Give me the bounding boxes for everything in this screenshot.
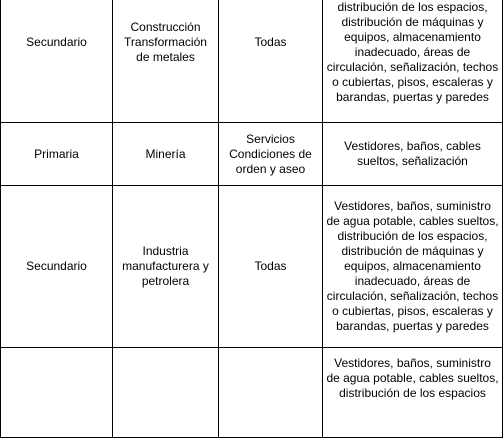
service-cell: Todas <box>219 186 323 348</box>
sector-cell <box>1 348 113 438</box>
industry-cell: Minería <box>113 123 219 186</box>
sector-cell: Primaria <box>1 123 113 186</box>
conditions-cell: Vestidores, baños, suministro de agua potable, cables sueltos, distribución de los espacios <box>323 348 503 438</box>
industry-cell: Industria manufacturera y petrolera <box>113 186 219 348</box>
service-cell: Servicios Condiciones de orden y aseo <box>219 123 323 186</box>
conditions-cell: Vestidores, baños, cables sueltos, señalización <box>323 123 503 186</box>
service-cell: Todas <box>219 0 323 123</box>
table-row <box>1 0 503 123</box>
conditions-cell: Vestidores, baños, suministro de agua potable, cables sueltos, distribución de los espacios, distribución de máquinas y equipos, almacenamiento inadecuado, áreas de circulación, señalización, techos o cubiertas, pisos, escaleras y barandas, puertas y paredes <box>323 186 503 348</box>
sector-cell: Secundario <box>1 0 113 123</box>
service-cell <box>219 348 323 438</box>
industry-cell <box>113 348 219 438</box>
table-row <box>1 348 503 438</box>
table-row <box>1 186 503 348</box>
industry-cell: Construcción Transformación de metales <box>113 0 219 123</box>
table-row <box>1 123 503 186</box>
sector-cell: Secundario <box>1 186 113 348</box>
conditions-cell: distribución de los espacios, distribución de máquinas y equipos, almacenamiento inadecuado, áreas de circulación, señalización, techos o cubiertas, pisos, escaleras y barandas, puertas y paredes <box>323 0 503 123</box>
